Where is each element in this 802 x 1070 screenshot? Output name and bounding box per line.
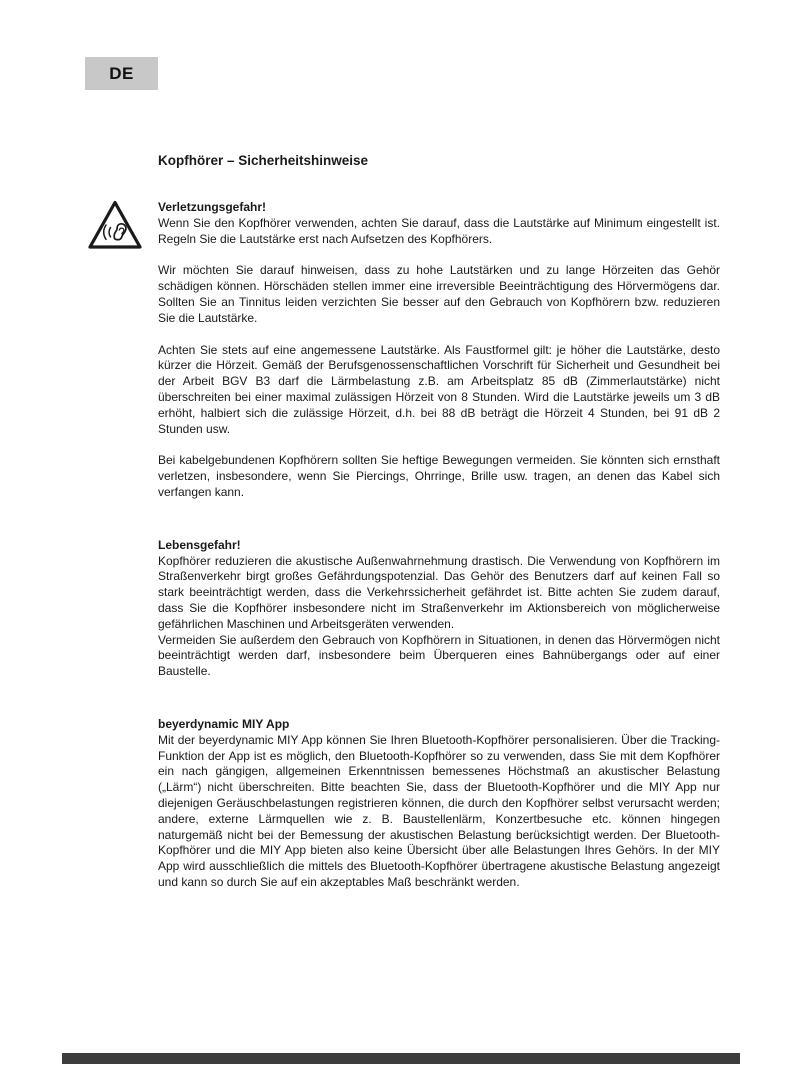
section-injury-warning	[158, 200, 720, 501]
footer-bar	[62, 1053, 740, 1064]
page-title: Kopfhörer – Sicherheitshinweise	[158, 153, 369, 168]
paragraph: Achten Sie stets auf eine angemessene Lautstärke. Als Faustformel gilt: je höher die Lautstärke, desto kürzer die Hörzeit. Gemäß der Berufsgenossenschaftlichen Vorschrift für Sicherheit und Gesundheit bei der Arbeit BGV B3 darf die Lärmbelastung z.B. am Arbeitsplatz 85 dB (Zimmerlautstärke) nicht überschreiten bei einer maximal zulässigen Hörzeit von 8 Stunden. Wird die Lautstärke jeweils um 3 dB erhöht, halbiert sich die zulässige Hörzeit, d.h. bei 88 dB beträgt die Hörzeit 4 Stunden, bei 91 dB 2 Stunden usw.	[158, 342, 720, 436]
paragraph: Bei kabelgebundenen Kopfhörern sollten Sie heftige Bewegungen vermeiden. Sie könnten sich ernsthaft verletzen, insbesondere, wenn Sie Piercings, Ohrringe, Brille usw. tragen, an denen das Kabel sich verfangen kann.	[158, 453, 720, 499]
section-heading-life-danger: Lebensgefahr!	[158, 537, 241, 552]
paragraph: Vermeiden Sie außerdem den Gebrauch von Kopfhörern in Situationen, in denen das Hörvermögen nicht beeinträchtigt werden darf, insbesondere beim Überqueren eines Bahnübergangs oder auf einer Baustelle.	[158, 632, 720, 679]
section-heading-injury: Verletzungsgefahr!	[158, 200, 267, 214]
paragraph: Wenn Sie den Kopfhörer verwenden, achten Sie darauf, dass die Lautstärke auf Minimum eingestellt ist. Regeln Sie die Lautstärke erst nach Aufsetzen des Kopfhörers.	[158, 215, 720, 246]
paragraph: Wir möchten Sie darauf hinweisen, dass zu hohe Lautstärken und zu lange Hörzeiten das Gehör schädigen können. Hörschäden stellen immer eine irreversible Beeinträchtigung des Hörvermögens dar. Sollten Sie an Tinnitus leiden verzichten Sie besser auf den Gebrauch von Kopfhörern bzw. reduzieren Sie die Lautstärke.	[158, 263, 720, 325]
paragraph: Mit der beyerdynamic MIY App können Sie Ihren Bluetooth-Kopfhörer personalisieren. Über die Tracking-Funktion der App ist es möglich, den Bluetooth-Kopfhörer so zu verwenden, dass Sie mit dem Kopfhörer ein nach gängigen, allgemeinen Erkenntnissen bemessenes Höchstmaß an akustischer Belastung („Lärm“) nicht überschreiten. Bitte beachten Sie, dass der Bluetooth-Kopfhörer und die MIY App nur diejenigen Geräuschbelastungen registrieren können, die durch den Kopfhörer selbst verursacht werden; andere, externe Lärmquellen wie z. B. Baustellenlärm, Konzertbesuche etc. können hingegen naturgemäß nicht bei der Bemessung der akustischen Belastung berücksichtigt werden. Der Bluetooth-Kopfhörer und die MIY App bieten also keine Übersicht über alle Belastungen Ihres Gehörs. In der MIY App wird ausschließlich die mittels des Bluetooth-Kopfhörer übertragene akustische Belastung angezeigt und kann so durch Sie auf ein akzeptables Maß beschränkt werden.	[158, 732, 720, 889]
section-miy-app	[158, 717, 720, 891]
section-heading-miy-app: beyerdynamic MIY App	[158, 716, 290, 731]
language-badge: DE	[85, 57, 158, 90]
section-life-danger	[158, 538, 720, 680]
document-body	[158, 153, 720, 891]
hearing-damage-warning-icon	[87, 199, 143, 251]
paragraph: Kopfhörer reduzieren die akustische Außenwahrnehmung drastisch. Die Verwendung von Kopfhörern im Straßenverkehr birgt großes Gefährdungspotenzial. Das Gehör des Benutzers darf auf keinen Fall so stark beeinträchtigt werden, dass die Verkehrssicherheit gefährdet ist. Bitte achten Sie zudem darauf, dass Sie die Kopfhörer insbesondere nicht im Straßenverkehr im Aktionsbereich von möglicherweise gefährlichen Maschinen und Arbeitsgeräten verwenden.	[158, 553, 720, 631]
